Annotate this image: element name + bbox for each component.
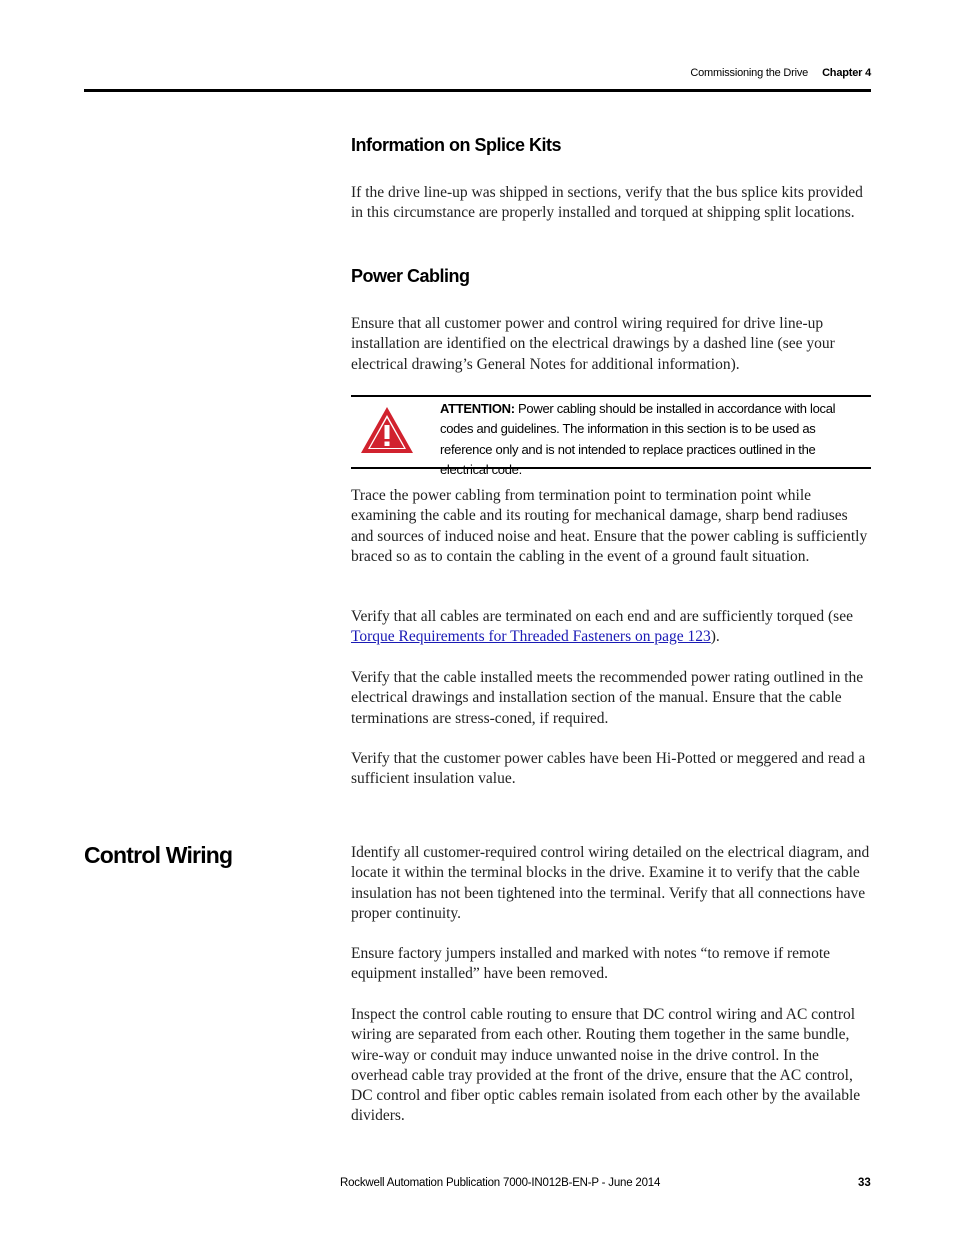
torque-requirements-link[interactable]: Torque Requirements for Threaded Fasteners on page 123 bbox=[351, 628, 711, 646]
control-wiring-identify-paragraph: Identify all customer-required control wiring detailed on the electrical diagram, and locate it within the terminal blocks in the drive. Examine it to verify that the cable insulation has not been tightened into the terminal. Verify that all connections have proper continuity. bbox=[351, 844, 870, 922]
torque-text-after: ). bbox=[710, 628, 720, 646]
power-cabling-intro: Ensure that all customer power and control wiring required for drive line-up installation are identified on the electrical drawings by a dashed line (see your electrical drawing’s General Notes for additional information). bbox=[351, 315, 835, 373]
attention-box bbox=[351, 395, 871, 478]
control-wiring-routing-paragraph: Inspect the control cable routing to ensure that DC control wiring and AC control wiring are separated from each other. Routing them together in the same bundle, wire-way or conduit may induce unwanted noise in the drive control. In the overhead cable tray provided at the front of the drive, ensure that the AC control, DC control and fiber optic cables remain isolated from each other by the available dividers. bbox=[351, 1006, 861, 1125]
footer-page-number: 33 bbox=[858, 1177, 871, 1189]
attention-label: ATTENTION: bbox=[440, 401, 515, 416]
footer-publication: Rockwell Automation Publication 7000-IN012B-EN-P - June 2014 bbox=[340, 1177, 661, 1189]
warning-triangle-icon bbox=[359, 404, 415, 456]
header-rule bbox=[84, 89, 871, 92]
torque-text-before: Verify that all cables are terminated on each end and are sufficiently torqued (see bbox=[351, 608, 853, 625]
power-cabling-heading: Power Cabling bbox=[351, 266, 470, 286]
attention-text bbox=[440, 399, 860, 481]
control-wiring-heading: Control Wiring bbox=[84, 842, 233, 868]
splice-kits-paragraph: If the drive line-up was shipped in sections, verify that the bus splice kits provided in this circumstance are properly installed and torqued at shipping split locations. bbox=[351, 184, 863, 222]
control-wiring-jumpers-paragraph: Ensure factory jumpers installed and marked with notes “to remove if remote equipment installed” have been removed. bbox=[351, 945, 831, 983]
header-chapter-label: Chapter 4 bbox=[822, 67, 871, 79]
power-cabling-hipot-paragraph: Verify that the customer power cables have been Hi-Potted or meggered and read a sufficient insulation value. bbox=[351, 750, 866, 788]
splice-kits-heading: Information on Splice Kits bbox=[351, 135, 562, 155]
header-section-title: Commissioning the Drive bbox=[690, 67, 809, 79]
power-cabling-trace-paragraph: Trace the power cabling from termination point to termination point while examining the cable and its routing for mechanical damage, sharp bend radiuses and sources of induced noise and heat. Ensure that the power cabling is sufficiently braced so as to contain the cabling in the event of a ground fault situation. bbox=[351, 487, 868, 565]
power-cabling-torque-paragraph bbox=[351, 607, 873, 648]
running-header bbox=[690, 67, 871, 79]
attention-body: Power cabling should be installed in accordance with local codes and guidelines. The information in this section is to be used as reference only and is not intended to replace practices outlined in the electrical code. bbox=[440, 401, 836, 478]
power-cabling-rating-paragraph: Verify that the cable installed meets the recommended power rating outlined in the electrical drawings and installation section of the manual. Ensure that the cable terminations are stress-coned, if required. bbox=[351, 669, 864, 727]
